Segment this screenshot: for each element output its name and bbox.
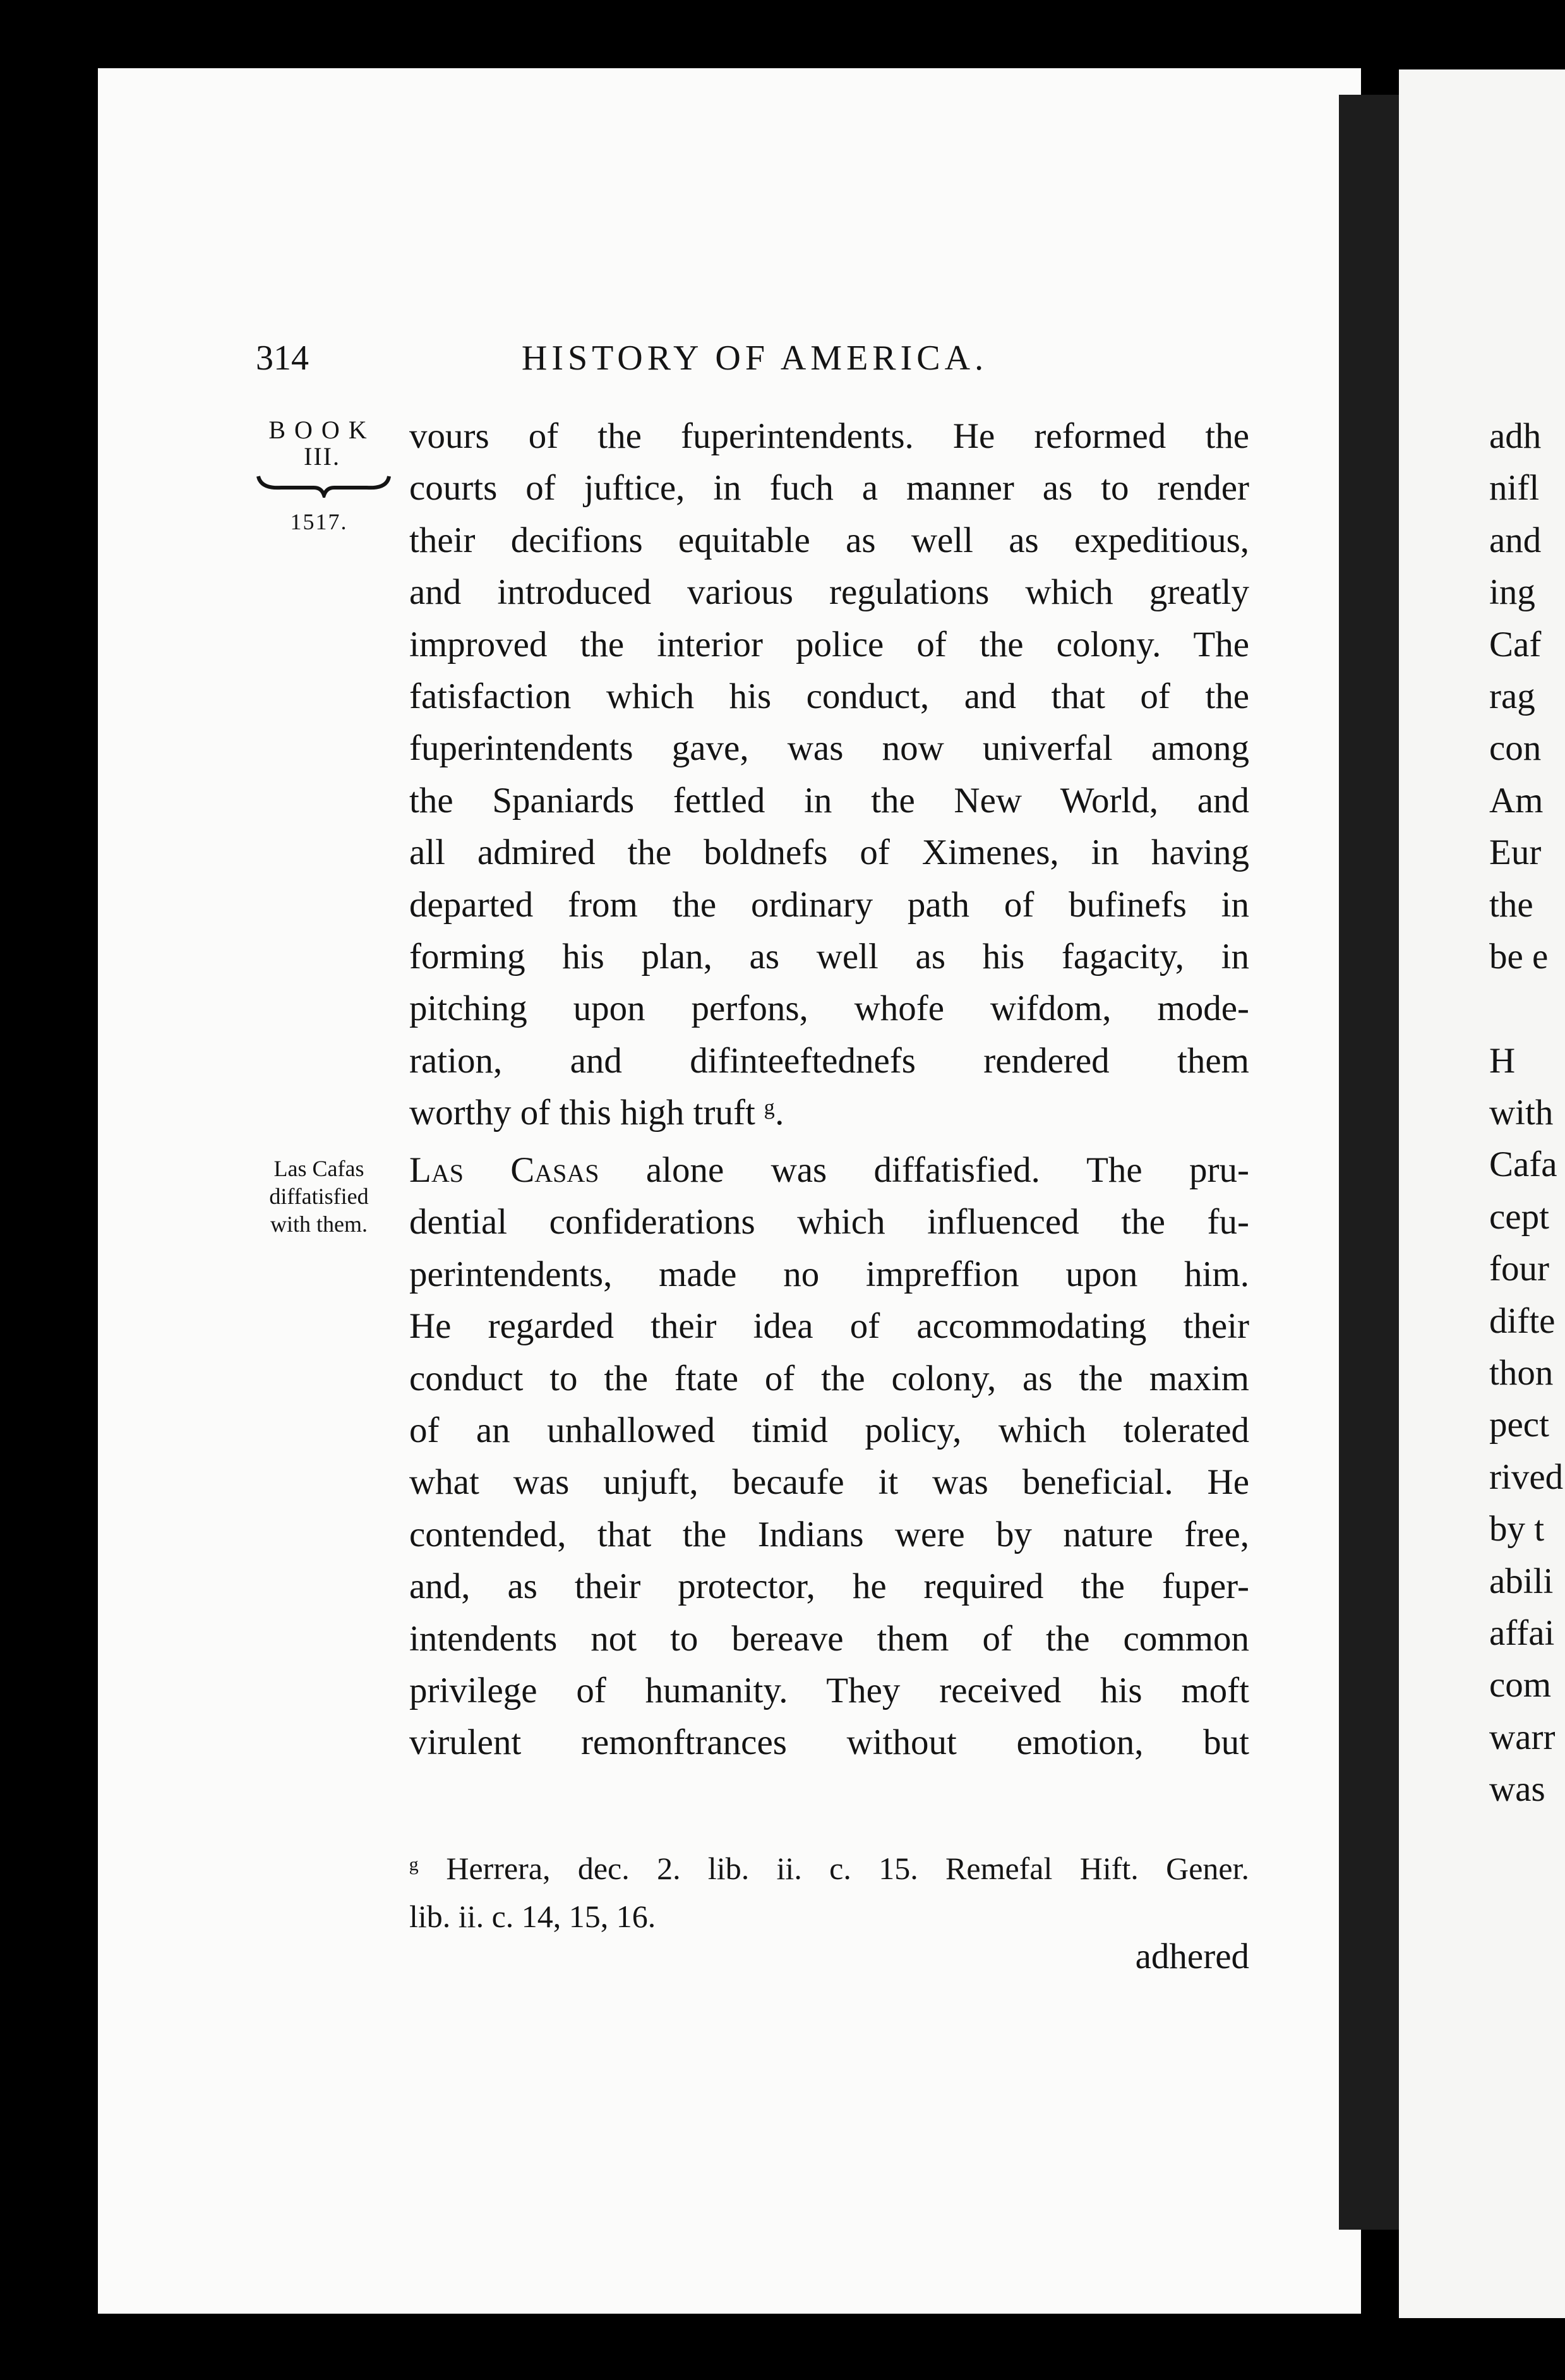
text-line: forming his plan, as well as his fagacity, in: [409, 936, 1249, 977]
running-title: HISTORY OF AMERICA.: [521, 339, 988, 378]
fragment: warr: [1489, 1717, 1556, 1757]
text-line: improved the interior police of the colony. The: [409, 624, 1249, 664]
text-line: worthy of this high truft ᵍ.: [409, 1093, 784, 1133]
fragment: thon: [1489, 1353, 1554, 1393]
text-line: [409, 1145, 1249, 1196]
fragment: cept: [1489, 1196, 1549, 1237]
text-line: intendents not to bereave them of the common: [409, 1618, 1249, 1659]
book-gutter: [1339, 95, 1408, 2230]
fragment: rag: [1489, 676, 1535, 716]
page-header: [256, 338, 1254, 388]
footnote-line: lib. ii. c. 14, 15, 16.: [409, 1899, 656, 1934]
text-line: conduct to the ftate of the colony, as the maxim: [409, 1358, 1249, 1398]
fragment: H: [1489, 1040, 1516, 1081]
text-line: all admired the boldnefs of Ximenes, in having: [409, 832, 1249, 873]
text-line: fuperintendents gave, was now univerfal among: [409, 728, 1249, 769]
fragment: [1489, 983, 1565, 1035]
text-line: perintendents, made no impreffion upon him.: [409, 1254, 1249, 1294]
text-line: departed from the ordinary path of bufinefs in: [409, 884, 1249, 925]
text-line: virulent remonftrances without emotion, but: [409, 1722, 1249, 1763]
fragment: by t: [1489, 1509, 1545, 1549]
fragment: and: [1489, 520, 1542, 560]
fragment: Caf: [1489, 624, 1542, 664]
side-note-line: with them.: [270, 1211, 368, 1237]
page-number: 314: [256, 339, 309, 378]
text-line: their decifions equitable as well as expeditious,: [409, 520, 1249, 560]
side-note-line: Las Cafas: [273, 1156, 364, 1181]
fragment: Am: [1489, 780, 1544, 820]
lead-rest: alone was diffatisfied. The pru-: [599, 1150, 1249, 1190]
text-line: of an unhallowed timid policy, which tolerated: [409, 1410, 1249, 1450]
fragment: Cafa: [1489, 1145, 1557, 1185]
fragment: the: [1489, 884, 1533, 925]
fragment: affai: [1489, 1613, 1555, 1653]
text-line: and, as their protector, he required the fuper-: [409, 1566, 1249, 1607]
text-line: dential confiderations which influenced the fu-: [409, 1202, 1249, 1242]
paragraph-2: [409, 1145, 1249, 1769]
side-note: [243, 1155, 395, 1238]
text-line: ration, and difinteeftednefs rendered them: [409, 1040, 1249, 1081]
fragment: abili: [1489, 1561, 1554, 1601]
text-line: courts of juftice, in fuch a manner as to render: [409, 468, 1249, 508]
text-line: He regarded their idea of accommodating their: [409, 1306, 1249, 1347]
fragment: rived: [1489, 1457, 1564, 1497]
fragment: difte: [1489, 1301, 1556, 1341]
text-line: the Spaniards fettled in the New World, and: [409, 780, 1249, 820]
side-note-line: diffatisfied: [269, 1184, 369, 1209]
right-page-text: [1489, 411, 1565, 1816]
paragraph-1: [409, 411, 1249, 1139]
text-line: pitching upon perfons, whofe wifdom, mode-: [409, 989, 1249, 1029]
fragment: with: [1489, 1093, 1554, 1133]
text-line: contended, that the Indians were by nature free,: [409, 1514, 1249, 1554]
fragment: pect: [1489, 1405, 1549, 1445]
text-line: vours of the fuperintendents. He reformed the: [409, 416, 1249, 456]
footnote: [409, 1844, 1249, 1940]
margin-year: 1517.: [290, 509, 348, 534]
lead-words: Las Casas: [409, 1150, 599, 1190]
fragment: con: [1489, 728, 1542, 769]
fragment: adh: [1489, 416, 1542, 456]
brace-ornament: [256, 472, 392, 498]
fragment: be e: [1489, 936, 1549, 977]
catchword: adhered: [1135, 1937, 1249, 1976]
fragment: ing: [1489, 572, 1535, 613]
fragment: nifl: [1489, 468, 1540, 508]
fragment: was: [1489, 1769, 1545, 1810]
fragment: com: [1489, 1665, 1552, 1705]
text-line: what was unjuft, becaufe it was beneficial. He: [409, 1462, 1249, 1503]
book-number: III.: [304, 442, 340, 471]
text-line: and introduced various regulations which greatly: [409, 572, 1249, 613]
fragment: Eur: [1489, 832, 1542, 873]
margin-book-label: [256, 417, 388, 470]
fragment: four: [1489, 1249, 1549, 1289]
text-line: privilege of humanity. They received his moft: [409, 1670, 1249, 1710]
footnote-line: ᵍ Herrera, dec. 2. lib. ii. c. 15. Remefal Hift. Gener.: [409, 1851, 1249, 1886]
book-label: BOOK: [268, 416, 376, 444]
text-line: fatisfaction which his conduct, and that of the: [409, 676, 1249, 716]
